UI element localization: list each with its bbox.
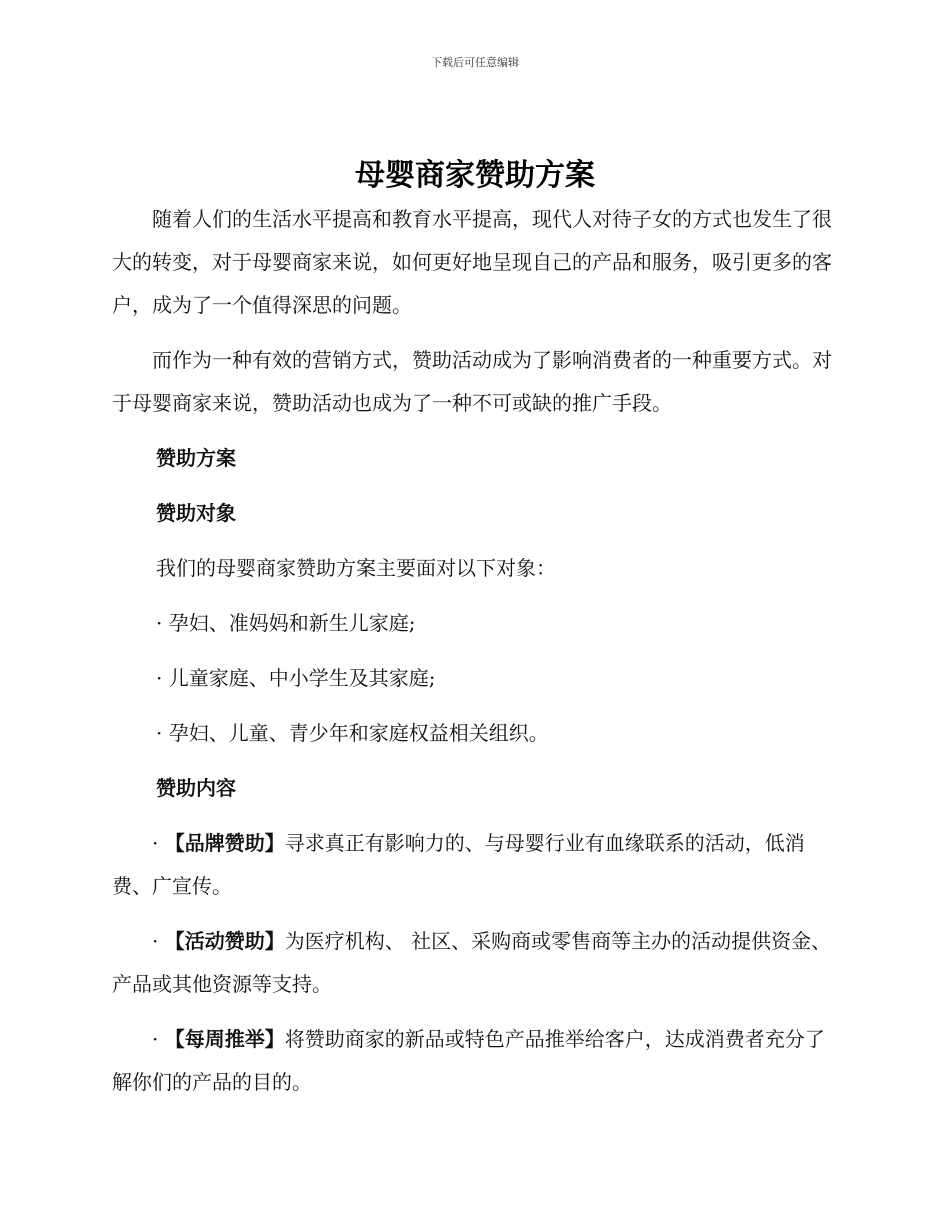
content-item-tag: 【活动赞助】: [164, 929, 285, 953]
document-title: 母婴商家赞助方案: [355, 158, 595, 193]
content-item-weekly: [112, 1018, 832, 1104]
section-heading-content: 赞助内容: [156, 776, 236, 800]
content-item-text: 为医疗机构、 社区、采购商或零售商等主办的活动提供资金、产品或其他资源等支持。: [112, 929, 832, 996]
intro-paragraph-1: 随着人们的生活水平提高和教育水平提高，现代人对待子女的方式也发生了很大的转变，对于母婴商家来说，如何更好地呈现自己的产品和服务，吸引更多的客户，成为了一个值得深思的问题。: [112, 207, 832, 317]
intro-paragraph-2: 而作为一种有效的营销方式，赞助活动成为了影响消费者的一种重要方式。对于母婴商家来说，赞助活动也成为了一种不可或缺的推广手段。: [112, 348, 832, 415]
content-item-tag: 【每周推举】: [164, 1027, 285, 1051]
section-heading-plan: 赞助方案: [156, 446, 236, 470]
content-item-text: 寻求真正有影响力的、与母婴行业有血缘联系的活动，低消费、广宣传。: [112, 831, 805, 898]
page-header: 下载后可任意编辑: [431, 56, 519, 69]
content-item-event: [112, 920, 832, 1006]
section-heading-targets: 赞助对象: [156, 501, 236, 525]
content-item-tag: 【品牌赞助】: [164, 831, 285, 855]
bullet: ·: [152, 929, 165, 953]
content-item-brand: [112, 822, 832, 908]
bullet: ·: [152, 1027, 165, 1051]
target-item-2: · 儿童家庭、中小学生及其家庭;: [156, 666, 436, 690]
document-body: [112, 198, 832, 1116]
content-item-text: 将赞助商家的新品或特色产品推举给客户，达成消费者充分了解你们的产品的目的。: [112, 1027, 825, 1094]
targets-intro: 我们的母婴商家赞助方案主要面对以下对象：: [156, 556, 556, 580]
bullet: ·: [152, 831, 165, 855]
target-item-3: · 孕妇、儿童、青少年和家庭权益相关组织。: [156, 721, 549, 745]
target-item-1: · 孕妇、准妈妈和新生儿家庭;: [156, 611, 416, 635]
